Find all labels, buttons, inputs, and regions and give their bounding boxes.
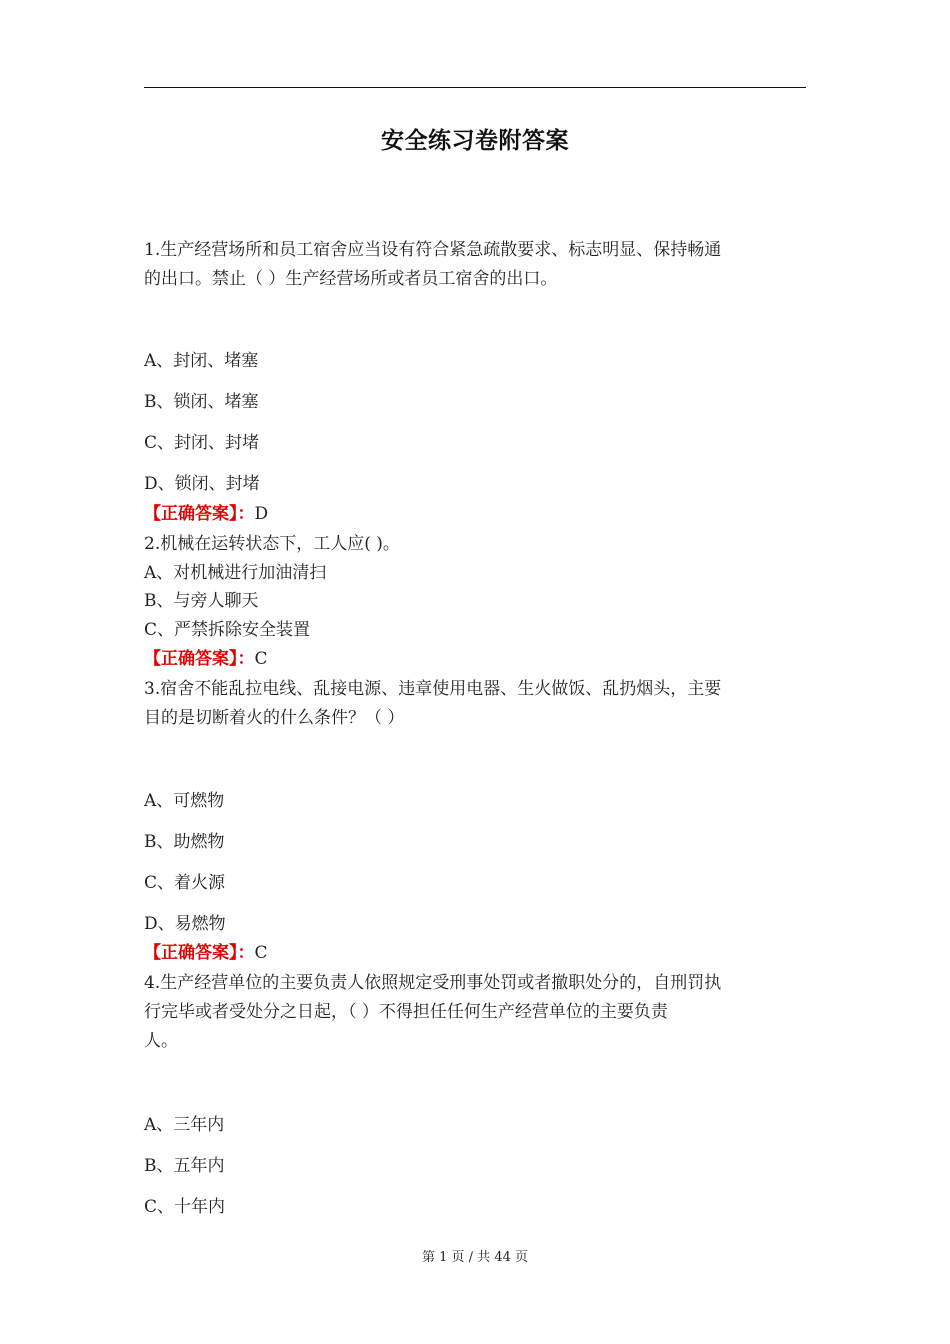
answer-value: C: [254, 943, 268, 963]
answer-value: D: [254, 504, 269, 524]
answer-tag: 【正确答案】：: [144, 943, 255, 963]
question-1-line-1: 1.生产经营场所和员工宿舍应当设有符合紧急疏散要求、标志明显、保持畅通: [144, 240, 722, 260]
question-2-line-1: 2.机械在运转状态下，工人应( )。: [144, 534, 400, 554]
question-1-answer: [144, 503, 268, 525]
question-4-option-b: B、五年内: [144, 1156, 225, 1176]
question-1-option-a: A、封闭、堵塞: [144, 351, 259, 371]
question-2-answer: [144, 648, 268, 670]
question-3-option-c: C、着火源: [144, 873, 226, 893]
document-title: 安全练习卷附答案: [381, 127, 569, 154]
answer-tag: 【正确答案】：: [144, 649, 255, 669]
question-3-option-d: D、易燃物: [144, 914, 226, 934]
answer-tag: 【正确答案】：: [144, 504, 255, 524]
question-2-option-a: A、对机械进行加油清扫: [144, 563, 327, 583]
question-2-option-c: C、严禁拆除安全装置: [144, 620, 311, 640]
question-4-line-1: 4.生产经营单位的主要负责人依照规定受刑事处罚或者撤职处分的，自刑罚执: [144, 973, 722, 993]
question-1-option-d: D、锁闭、封堵: [144, 474, 260, 494]
question-3-answer: [144, 942, 268, 964]
question-4-option-c: C、十年内: [144, 1197, 226, 1217]
question-4-option-a: A、三年内: [144, 1115, 225, 1135]
question-2-option-b: B、与旁人聊天: [144, 591, 259, 611]
question-3-option-b: B、助燃物: [144, 832, 225, 852]
question-1-option-b: B、锁闭、堵塞: [144, 392, 259, 412]
question-1-line-2: 的出口。禁止（ ）生产经营场所或者员工宿舍的出口。: [144, 269, 558, 289]
question-3-line-1: 3.宿舍不能乱拉电线、乱接电源、违章使用电器、生火做饭、乱扔烟头，主要: [144, 679, 722, 699]
header-rule: [144, 87, 806, 88]
question-4-line-2: 行完毕或者受处分之日起，（ ）不得担任任何生产经营单位的主要负责: [144, 1002, 668, 1022]
question-3-option-a: A、可燃物: [144, 791, 225, 811]
question-4-line-3: 人。: [144, 1031, 178, 1051]
answer-value: C: [254, 649, 268, 669]
question-1-option-c: C、封闭、封堵: [144, 433, 260, 453]
page-number: 第 1 页 / 共 44 页: [422, 1250, 528, 1265]
question-3-line-2: 目的是切断着火的什么条件？（ ）: [144, 708, 405, 728]
